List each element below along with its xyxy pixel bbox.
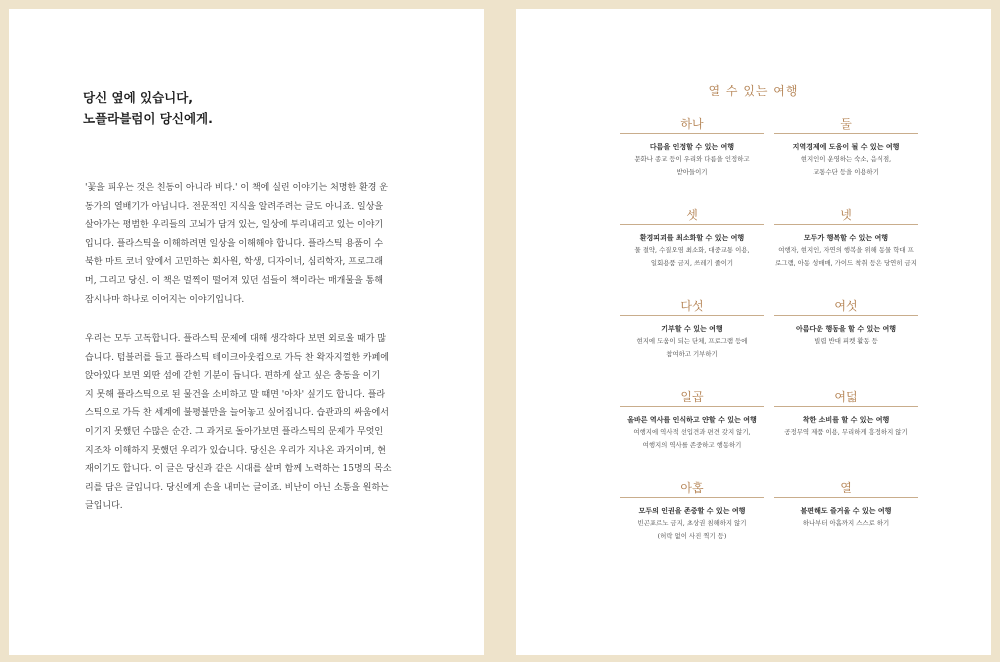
travel-item-1 xyxy=(620,116,764,179)
item-desc: 빌렵 반대 피켓 활동 등 xyxy=(814,337,878,345)
text-line: 잠시나마 하나로 이어지는 이야기입니다. xyxy=(85,294,245,305)
headline xyxy=(83,87,213,129)
item-title: 다름을 인정할 수 있는 여행 xyxy=(649,143,735,151)
text-line: '꽃을 피우는 것은 친동이 아니라 비다.' 이 책에 실린 이야기는 처명한 환경 운 xyxy=(85,183,388,193)
left-page xyxy=(9,9,484,655)
divider xyxy=(620,133,764,134)
item-number: 둘 xyxy=(840,117,852,131)
item-desc: 하나부터 아홉까지 스스로 하기 xyxy=(802,519,890,527)
text-line: 우리는 모두 고독합니다. 플라스틱 문제에 대해 생각하다 보면 외로울 때가 많 xyxy=(85,334,386,344)
item-title: 지역경제에 도움이 될 수 있는 여행 xyxy=(792,143,900,151)
item-number: 여섯 xyxy=(834,299,858,313)
item-number: 열 xyxy=(840,481,852,495)
divider xyxy=(620,315,764,316)
text-line: 스틱으로 가득 찬 세계에 불평불만을 늘어놓고 싶어집니다. 습관과의 싸움에서 xyxy=(85,408,389,419)
text-line: 글입니다. xyxy=(85,501,123,512)
item-number: 셋 xyxy=(686,208,698,222)
divider xyxy=(620,224,764,225)
text-line: 머, 그리고 당신. 이 책은 멀찍이 떨어져 있던 섬들이 책이라는 매개물을 통해 xyxy=(85,275,384,286)
travel-item-7 xyxy=(620,389,764,452)
item-title: 불편해도 즐거울 수 있는 여행 xyxy=(800,507,892,515)
section-title: 열 수 있는 여행 xyxy=(708,84,799,98)
item-title: 착한 소비를 할 수 있는 여행 xyxy=(802,416,890,424)
item-title: 환경피괴를 최소화할 수 있는 여행 xyxy=(639,234,745,242)
right-page xyxy=(516,9,991,655)
item-desc: 받아들이기 xyxy=(676,168,708,176)
divider xyxy=(774,133,918,134)
travel-item-8 xyxy=(774,389,918,439)
item-desc: 문화나 종교 등이 우리와 다름을 인정하고 xyxy=(634,155,750,163)
item-desc: 물 절약, 수질오염 최소화, 대중교통 이용, xyxy=(634,246,750,254)
text-line: 이기지 못했던 수많은 순간. 그 과거로 돌아가보면 플라스틱의 문제가 무엇인 xyxy=(85,426,384,437)
item-desc: 로그램, 아동 성매매, 가이드 착취 등은 당연히 금지 xyxy=(775,259,917,267)
item-desc: 공정무역 제품 이용, 무리하게 흥정하지 않기 xyxy=(784,428,908,436)
travel-item-6 xyxy=(774,298,918,348)
item-number: 하나 xyxy=(680,117,704,131)
item-number: 일곱 xyxy=(680,390,704,404)
text-line: 지조차 이해하지 못했던 우리가 있습니다. 당신은 우리가 지나온 과거이며, 현 xyxy=(85,445,386,456)
text-line: 앉아있다 보면 외딴 섬에 갇힌 기분이 듭니다. 편하게 살고 싶은 충동을 이기 xyxy=(85,371,381,382)
item-desc: 참여하고 기부하기 xyxy=(666,350,718,358)
item-number: 넷 xyxy=(840,208,852,222)
divider xyxy=(774,315,918,316)
text-line: 리를 담은 글입니다. 당신에게 손을 내미는 글이죠. 비난이 아닌 소통을 원하는 xyxy=(85,482,389,493)
item-title: 기부할 수 있는 여행 xyxy=(661,325,723,333)
item-desc: 현지에 도움이 되는 단체, 프로그램 등에 xyxy=(636,337,748,345)
text-line: 입니다. 플라스틱을 이해하려면 일상을 이해해야 합니다. 플라스틱 용품이 수 xyxy=(85,238,384,249)
divider xyxy=(774,224,918,225)
text-line: 살아가는 평범한 우리들의 고뇌가 담겨 있는, 일상에 투리내리고 있는 이야기 xyxy=(85,220,384,231)
paragraph-1 xyxy=(85,179,395,309)
item-desc: 빈곤포르노 금지, 초상권 침해하지 않기 xyxy=(637,519,747,527)
item-number: 아홉 xyxy=(680,481,704,495)
headline-line-2: 노플라블럼이 당신에게. xyxy=(83,111,213,126)
item-title: 모두가 행복할 수 있는 여행 xyxy=(803,234,889,242)
item-desc: 여행지의 역사를 존중하고 행동하기 xyxy=(642,441,742,449)
divider xyxy=(620,406,764,407)
text-line: 북한 마트 코너 앞에서 고민하는 회사원, 학생, 디자이너, 심리학자, 프로그래 xyxy=(85,257,384,268)
text-line: 재이기도 합니다. 이 글은 당신과 같은 시대를 살며 함께 노력하는 15명의 목소 xyxy=(85,464,392,475)
travel-item-10 xyxy=(774,480,918,530)
item-number: 여덟 xyxy=(834,390,858,404)
travel-item-4 xyxy=(774,207,918,270)
travel-item-5 xyxy=(620,298,764,361)
travel-item-9 xyxy=(620,480,764,543)
item-title: 모두의 인권을 존중할 수 있는 여행 xyxy=(638,507,746,515)
item-desc: 교통수단 등을 이용하기 xyxy=(813,168,879,176)
travel-item-2 xyxy=(774,116,918,179)
item-desc: 현지인이 운영하는 숙소, 음식점, xyxy=(800,155,892,163)
item-title: 아름다운 행동을 할 수 있는 여행 xyxy=(795,325,897,333)
paragraph-2 xyxy=(85,330,395,516)
headline-line-1: 당신 옆에 있습니다, xyxy=(83,90,194,105)
divider xyxy=(774,497,918,498)
divider xyxy=(774,406,918,407)
item-desc: 일회용품 금지, 쓰레기 줄이기 xyxy=(650,259,734,267)
item-desc: 여행지에 역사적 선입견과 편견 갖지 않기, xyxy=(633,428,751,436)
text-line: 동가의 열배기가 아닙니다. 전문적인 지식을 알려주려는 글도 아니죠. 일상을 xyxy=(85,201,384,212)
text-line: 지 못해 플라스틱으로 된 물건을 소비하고 말 때면 '아차' 싶기도 합니다. 플라 xyxy=(85,389,386,400)
divider xyxy=(620,497,764,498)
item-title: 올바른 역사를 인식하고 얀할 수 있는 여행 xyxy=(627,416,757,424)
item-desc: 여행자, 현지인, 자연의 행복을 위해 동물 학대 프 xyxy=(778,246,914,254)
travel-item-3 xyxy=(620,207,764,270)
item-number: 다섯 xyxy=(680,299,704,313)
item-desc: (허락 없이 사진 찍기 등) xyxy=(657,532,727,540)
text-line: 습니다. 텀블러를 들고 플라스틱 테이크아웃컵으로 가득 찬 왁자지껄한 카페에 xyxy=(85,352,389,363)
